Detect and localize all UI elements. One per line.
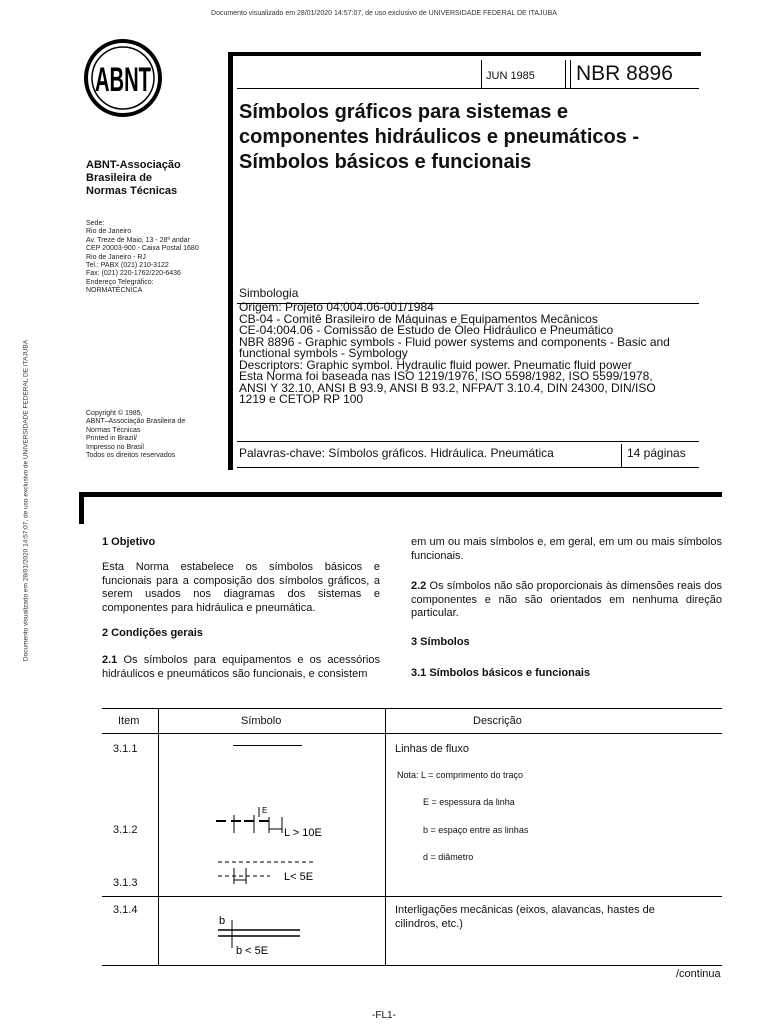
address-line: Sede:: [86, 220, 105, 227]
divider: [237, 467, 699, 468]
address-line: NORMATÉCNICA: [86, 287, 143, 295]
table-row-rule: [102, 896, 722, 897]
table-row-item: 3.1.4: [113, 904, 138, 916]
origin-line: NBR 8896 - Graphic symbols - Fluid power systems and components - Basic and: [239, 334, 670, 349]
table-top-rule: [102, 708, 722, 709]
address-line: Rio de Janeiro - RJ: [86, 253, 146, 261]
label-l-lt: L< 5E: [284, 871, 314, 883]
abnt-logo: [84, 39, 162, 117]
section-1-title: 1 Objetivo: [102, 536, 156, 548]
section-frame-left: [79, 492, 84, 524]
header-frame-top: [228, 52, 701, 56]
divider: [481, 60, 482, 88]
clause-number: 2.2: [411, 580, 427, 592]
watermark-top: Documento visualizado em 28/01/2020 14:57:07, de uso exclusivo de UNIVERSIDADE FEDERAL DE ITAJUBA: [211, 10, 557, 17]
label-b: b: [219, 915, 226, 927]
clause-text: Os símbolos não são proporcionais às dimensões reais dos componentes e não são orientados em nenhuma direção particular.: [411, 580, 722, 619]
page-count: 14 páginas: [627, 446, 686, 460]
table-row-item: 3.1.1: [113, 743, 138, 755]
org-name: [86, 159, 181, 198]
address-line: CEP 20003-900 - Caixa Postal 1680: [86, 245, 199, 253]
table-header-description: Descrição: [473, 715, 522, 727]
copyright-line: Normas Técnicas: [86, 426, 141, 434]
origin-line: Origem: Projeto 04:004.06-001/1984: [239, 300, 434, 314]
origin-line: Esta Norma foi baseada nas ISO 1219/1976, ISO 5598/1982, ISO 5599/1978,: [239, 369, 653, 383]
document-category: Simbologia: [239, 286, 299, 300]
section-2-1-continued: em um ou mais símbolos e, em geral, em um ou mais símbolos funcionais.: [411, 536, 722, 562]
table-row-description: Interligações mecânicas (eixos, alavancas, hastes de cilindros, etc.): [395, 904, 655, 930]
copyright-line: Printed in Brazil/: [86, 435, 137, 443]
logo-text: ABNT: [95, 61, 152, 99]
address-line: Rio de Janeiro: [86, 228, 132, 236]
table-col-divider: [385, 708, 386, 966]
note-line: Nota: L = comprimento do traço: [397, 770, 523, 780]
table-header-rule: [102, 733, 722, 734]
table-row-item: 3.1.3: [113, 877, 138, 889]
copyright-line: Copyright © 1985,: [86, 410, 143, 417]
origin-block: [239, 302, 709, 406]
address-line: Endereço Telegráfico:: [86, 278, 154, 286]
org-name-line: ABNT-Associação: [86, 159, 181, 171]
section-2-title: 2 Condições gerais: [102, 627, 203, 639]
copyright: [86, 410, 185, 460]
mechanical-link-symbol: [214, 910, 334, 958]
flow-line-symbol: [233, 745, 302, 746]
table-header-symbol: Símbolo: [241, 715, 282, 727]
address-line: Tel.: PABX (021) 210-3122: [86, 262, 169, 270]
origin-line: CB-04 - Comitê Brasileiro de Máquinas e Equipamentos Mecânicos: [239, 311, 598, 326]
section-2-1-text: [102, 654, 380, 681]
org-name-line: Brasileira de: [86, 172, 153, 184]
label-e: E: [262, 806, 268, 815]
origin-line: 1219 e CETOP RP 100: [239, 392, 364, 406]
note-line: d = diâmetro: [423, 852, 474, 862]
section-1-text: Esta Norma estabelece os símbolos básicos e funcionais para a composição dos símbolos gráficos, a serem usados nos diagramas dos sistemas e componentes para hidráulica e pneumática.: [102, 561, 380, 614]
address-line: Fax: (021) 220-1762/220-6436: [86, 270, 181, 278]
note-line: E = espessura da linha: [423, 797, 515, 807]
divider: [237, 88, 699, 89]
section-2-2-text: [411, 580, 722, 621]
address-line: Av. Treze de Maio, 13 - 28º andar: [86, 236, 190, 244]
copyright-line: Todos os direitos reservados: [86, 452, 176, 460]
divider: [565, 60, 566, 88]
org-name-line: Normas Técnicas: [86, 185, 178, 197]
copyright-line: Impresso no Brasil: [86, 443, 144, 451]
copyright-line: ABNT–Associação Brasileira de: [86, 418, 186, 426]
origin-line: Descriptors: Graphic symbol. Hydraulic fluid power. Pneumatic fluid power: [239, 357, 632, 372]
drain-line-symbol: [214, 858, 354, 888]
note-line: b = espaço entre as linhas: [423, 825, 529, 835]
document-title: Símbolos gráficos para sistemas e componentes hidráulicos e pneumáticos - Símbolos básicos e funcionais: [239, 101, 640, 173]
page-number: -FL1-: [372, 1010, 396, 1021]
origin-line: CE-04:004.06 - Comissão de Estudo de Óleo Hidráulico e Pneumático: [239, 323, 614, 337]
divider: [237, 441, 699, 442]
table-bottom-rule: [102, 965, 722, 966]
divider: [570, 60, 571, 88]
clause-number: 2.1: [102, 654, 118, 666]
section-frame-top: [79, 492, 722, 497]
standard-date: JUN 1985: [486, 70, 535, 82]
section-3-title: 3 Símbolos: [411, 636, 470, 648]
keywords: Palavras-chave: Símbolos gráficos. Hidráulica. Pneumática: [239, 446, 554, 460]
watermark-side: Documento visualizado em 28/01/2020 14:57:07, de uso exclusivo de UNIVERSIDADE FEDERAL DE ITAJUBA: [22, 339, 30, 662]
clause-text: Os símbolos para equipamentos e os acessórios hidráulicos e pneumáticos são funcionais, e consistem: [102, 654, 380, 680]
table-col-divider: [158, 708, 159, 966]
origin-line: ANSI Y 32.10, ANSI B 93.9, ANSI B 93.2, NFPA/T 3.10.4, DIN 24300, DIN/ISO: [239, 380, 656, 395]
label-b-lt: b < 5E: [236, 945, 269, 957]
section-3-1-title: 3.1 Símbolos básicos e funcionais: [411, 667, 591, 679]
continued-label: /continua: [676, 968, 721, 980]
table-header-item: Item: [118, 715, 140, 727]
table-row-description: Linhas de fluxo: [395, 743, 469, 755]
org-address: [86, 220, 199, 296]
header-frame-left: [228, 52, 233, 470]
standard-code: NBR 8896: [576, 62, 673, 85]
divider: [621, 444, 622, 468]
table-row-item: 3.1.2: [113, 824, 138, 836]
origin-line: functional symbols - Symbology: [239, 346, 408, 360]
label-l-gt: L > 10E: [284, 827, 322, 839]
pilot-line-symbol: [214, 803, 354, 839]
